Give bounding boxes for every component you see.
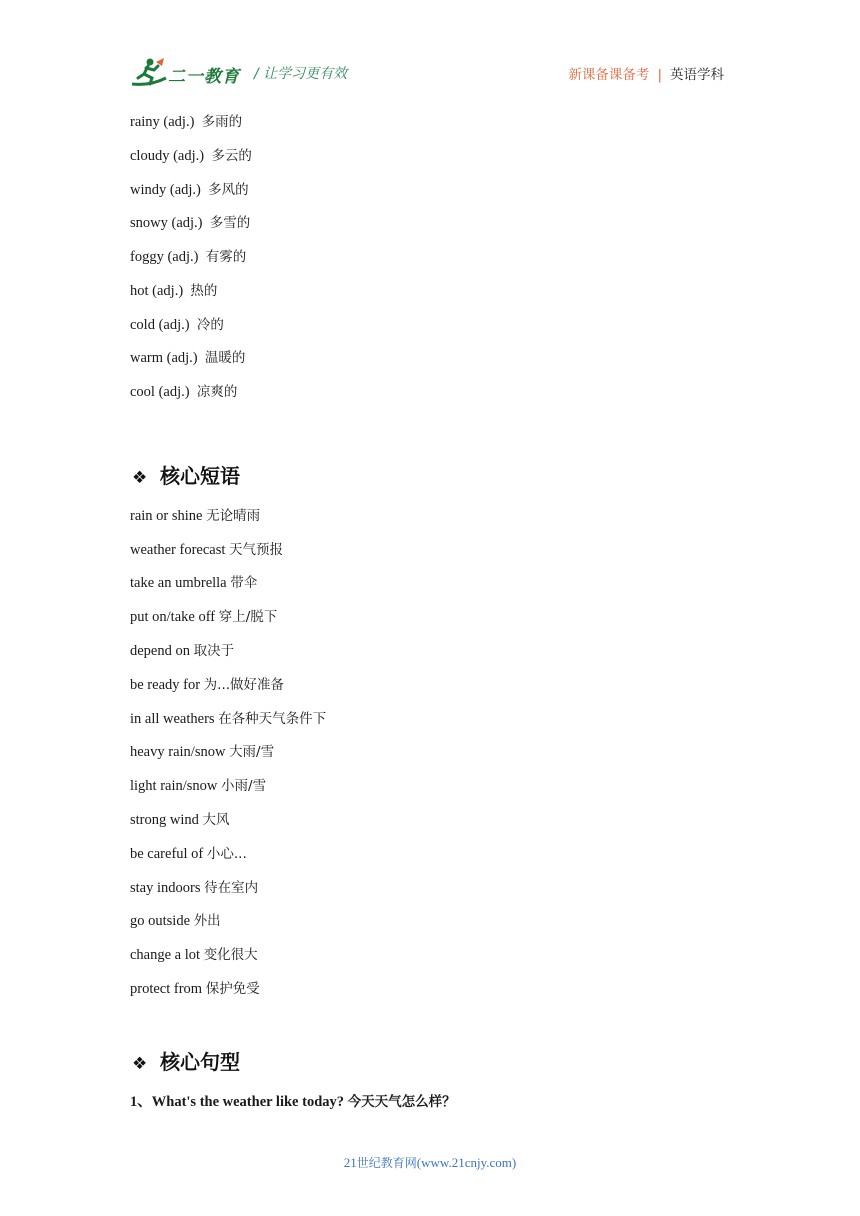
phrase-item: be careful of 小心... <box>130 846 247 862</box>
page-footer <box>0 1154 860 1171</box>
phrase-item: go outside 外出 <box>130 913 221 929</box>
phrase-item: take an umbrella 带伞 <box>130 575 258 591</box>
phrase-item: weather forecast 天气预报 <box>130 542 284 558</box>
footer-url: (www.21cnjy.com) <box>416 1155 517 1170</box>
section-heading-phrases: ❖ 核心短语 <box>132 463 240 491</box>
header-slogan: / 让学习更有效 <box>254 66 348 82</box>
vocab-item: cloudy (adj.) 多云的 <box>130 148 252 164</box>
logo-text: 二一教育 <box>168 67 240 87</box>
header-separator: | <box>657 67 662 83</box>
vocab-item: cool (adj.) 凉爽的 <box>130 384 238 400</box>
page-header <box>130 56 726 90</box>
footer-number: 21 <box>343 1155 357 1170</box>
header-course-label: 新课备课备考 <box>568 67 650 83</box>
vocab-item: snowy (adj.) 多雪的 <box>130 215 251 231</box>
vocab-item: foggy (adj.) 有雾的 <box>130 249 247 265</box>
section-heading-sentences: ❖ 核心句型 <box>132 1049 240 1077</box>
footer-site-name: 世纪教育网 <box>356 1156 417 1170</box>
phrase-item: be ready for 为...做好准备 <box>130 677 285 693</box>
phrase-item: light rain/snow 小雨/雪 <box>130 778 267 794</box>
phrase-item: rain or shine 无论晴雨 <box>130 508 261 524</box>
phrase-item: stay indoors 待在室内 <box>130 880 259 896</box>
phrase-item: depend on 取决于 <box>130 643 235 659</box>
phrase-item: strong wind 大风 <box>130 812 230 828</box>
vocab-item: warm (adj.) 温暖的 <box>130 350 246 366</box>
diamond-bullet-icon: ❖ <box>132 1054 148 1074</box>
vocab-item: cold (adj.) 冷的 <box>130 317 224 333</box>
diamond-bullet-icon: ❖ <box>132 468 148 488</box>
phrase-item: put on/take off 穿上/脱下 <box>130 609 278 625</box>
phrase-item: change a lot 变化很大 <box>130 947 258 963</box>
phrase-item: heavy rain/snow 大雨/雪 <box>130 744 275 760</box>
vocab-item: windy (adj.) 多风的 <box>130 182 249 198</box>
vocab-item: rainy (adj.) 多雨的 <box>130 114 243 130</box>
sentence-item: 1、What's the weather like today? 今天天气怎么样？ <box>130 1094 456 1110</box>
phrase-item: protect from 保护免受 <box>130 981 260 997</box>
header-subject-label: 英语学科 <box>670 67 724 83</box>
phrase-item: in all weathers 在各种天气条件下 <box>130 711 327 727</box>
vocab-item: hot (adj.) 热的 <box>130 283 218 299</box>
header-right <box>568 63 724 83</box>
